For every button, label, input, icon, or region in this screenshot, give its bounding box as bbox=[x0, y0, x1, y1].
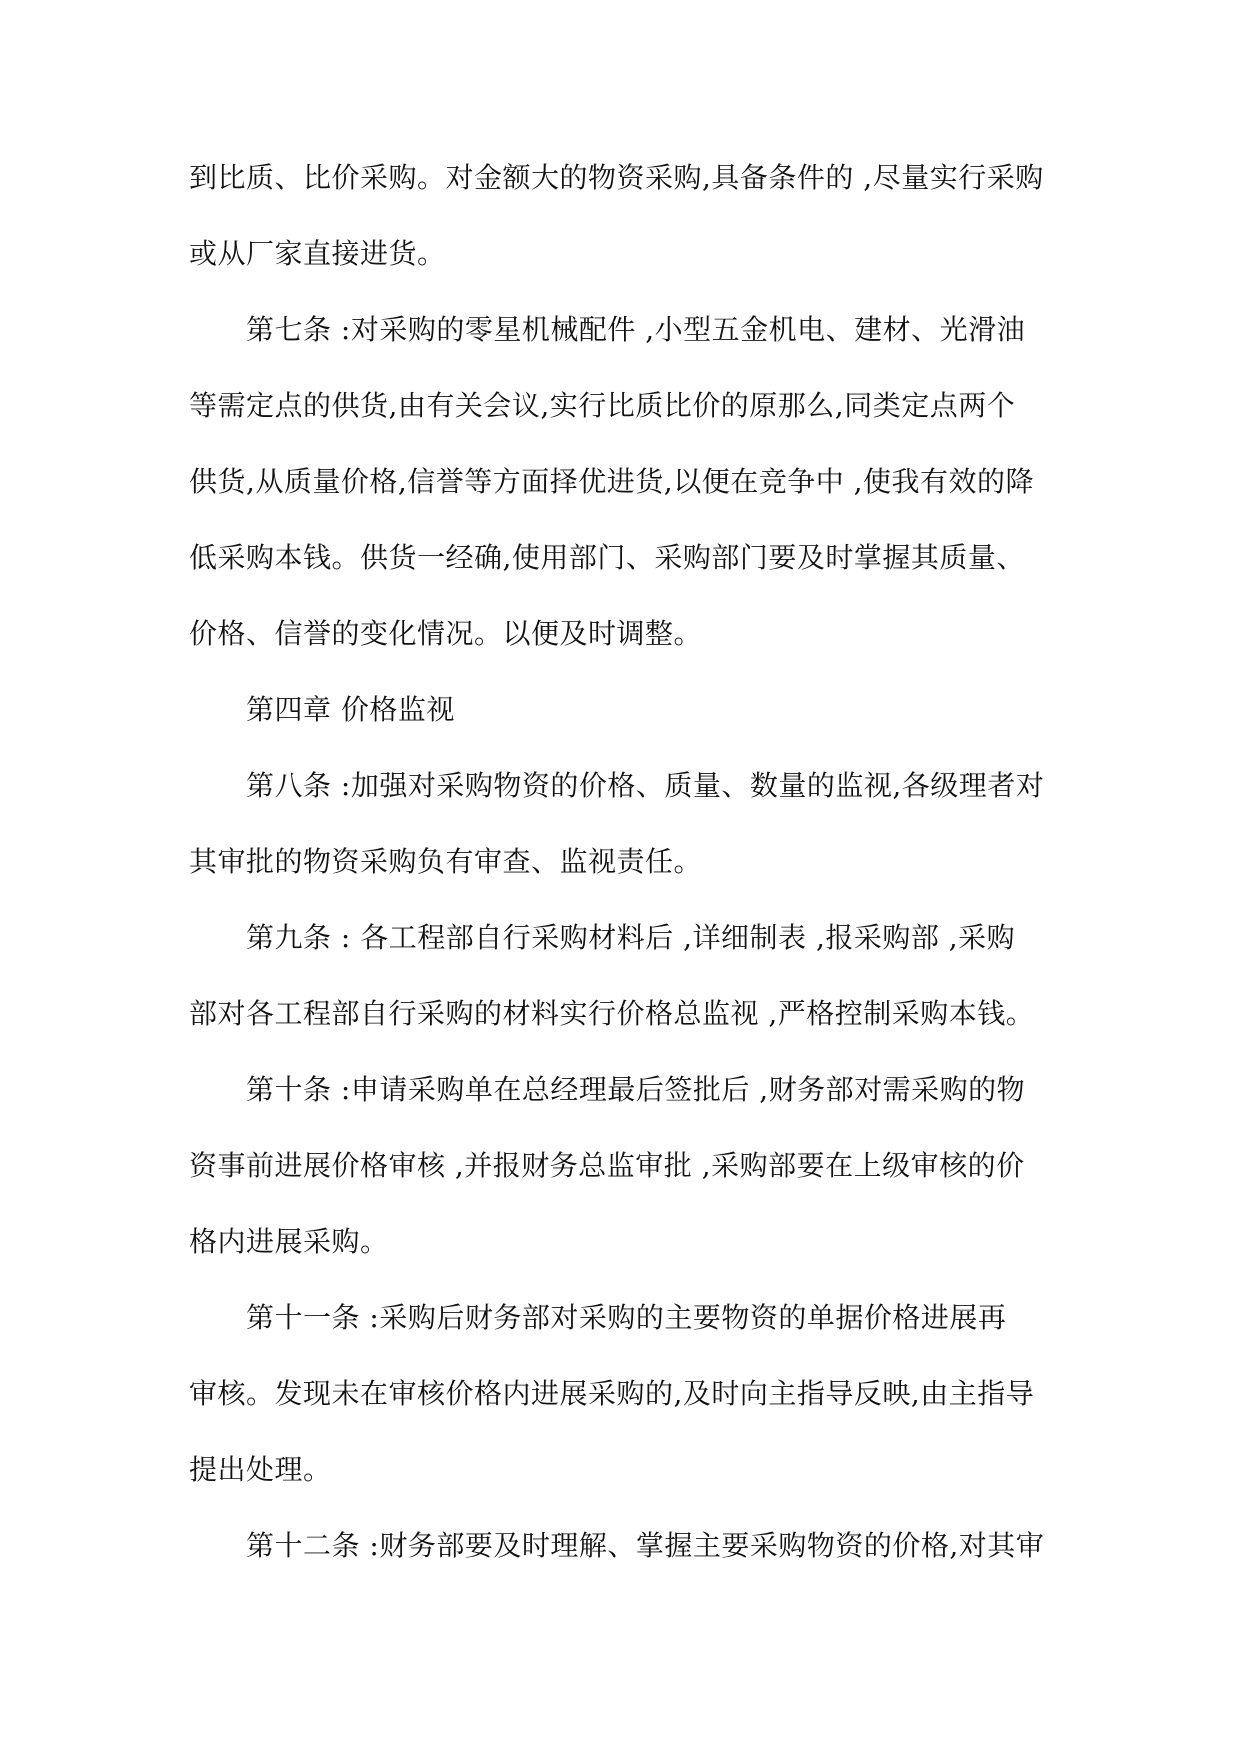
article-11-heading-line: 第十一条 :采购后财务部对采购的主要物资的单据价格进展再 bbox=[246, 1301, 1007, 1334]
text-line: 审核。发现未在审核价格内进展采购的,及时向主指导反映,由主指导 bbox=[189, 1377, 1035, 1410]
text-line: 等需定点的供货,由有关会议,实行比质比价的原那么,同类定点两个 bbox=[189, 389, 1016, 422]
text-line: 其审批的物资采购负有审查、监视责任。 bbox=[189, 845, 703, 878]
chapter-heading: 第四章 价格监视 bbox=[246, 693, 455, 726]
text-line: 到比质、比价采购。对金额大的物资采购,具备条件的 ,尽量实行采购 bbox=[189, 161, 1044, 194]
document-body bbox=[189, 140, 1059, 1584]
text-line: 提出处理。 bbox=[189, 1453, 332, 1486]
article-7-heading-line: 第七条 :对采购的零星机械配件 ,小型五金机电、建材、光滑油 bbox=[246, 313, 1026, 346]
text-line: 供货,从质量价格,信誉等方面择优进货,以便在竞争中 ,使我有效的降 bbox=[189, 465, 1035, 498]
article-10-heading-line: 第十条 :申请采购单在总经理最后签批后 ,财务部对需采购的物 bbox=[246, 1073, 1026, 1106]
text-line: 价格、信誉的变化情况。以便及时调整。 bbox=[189, 617, 703, 650]
article-12-heading-line: 第十二条 :财务部要及时理解、掌握主要采购物资的价格,对其审 bbox=[246, 1529, 1045, 1562]
article-8-heading-line: 第八条 :加强对采购物资的价格、质量、数量的监视,各级理者对 bbox=[246, 769, 1045, 802]
article-9-heading-line: 第九条 : 各工程部自行采购材料后 ,详细制表 ,报采购部 ,采购 bbox=[246, 921, 1016, 954]
text-line: 低采购本钱。供货一经确,使用部门、采购部门要及时掌握其质量、 bbox=[189, 541, 1025, 574]
text-line: 部对各工程部自行采购的材料实行价格总监视 ,严格控制采购本钱。 bbox=[189, 997, 1035, 1030]
text-line: 格内进展采购。 bbox=[189, 1225, 389, 1258]
text-line: 资事前进展价格审核 ,并报财务总监审批 ,采购部要在上级审核的价 bbox=[189, 1149, 1025, 1182]
text-line: 或从厂家直接进货。 bbox=[189, 237, 446, 270]
